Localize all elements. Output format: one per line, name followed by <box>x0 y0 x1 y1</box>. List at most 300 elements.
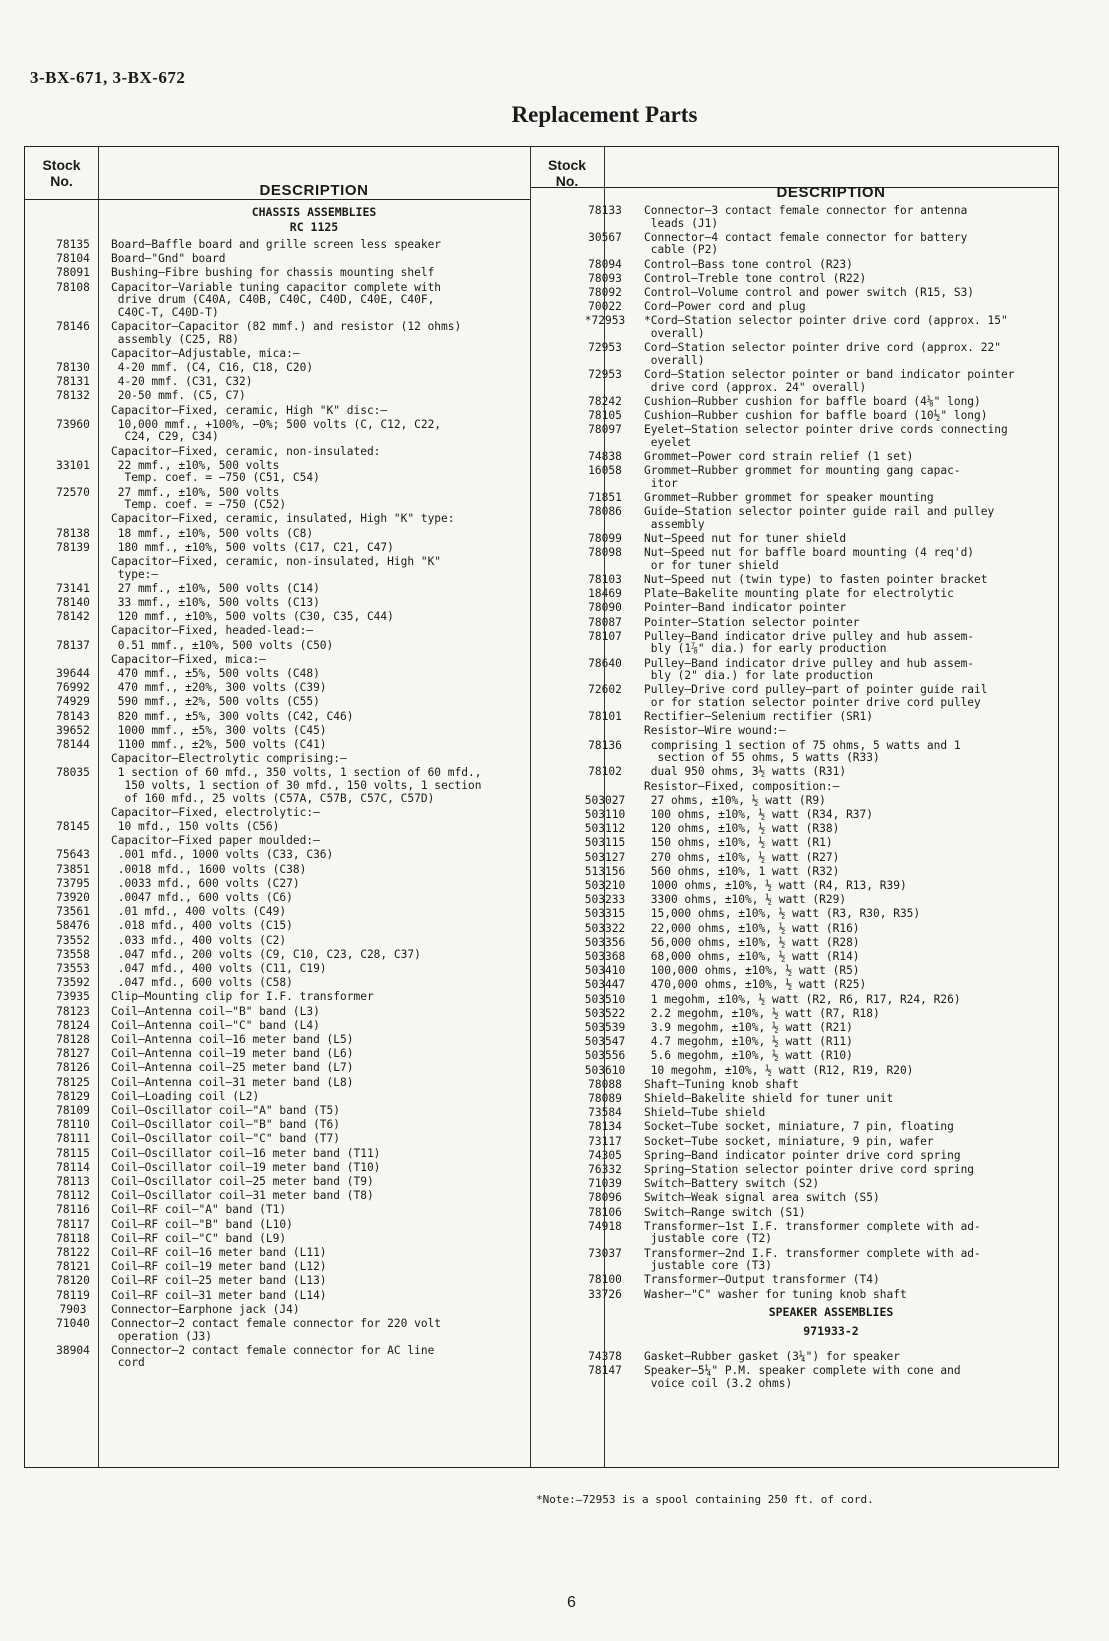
stock-number: 78100 <box>588 1273 622 1287</box>
part-row <box>566 923 1044 936</box>
part-row <box>35 446 503 459</box>
description-header-right: DESCRIPTION <box>776 184 886 201</box>
stock-number: 78113 <box>56 1175 90 1188</box>
stock-number: 78139 <box>56 540 90 554</box>
stock-number: 78124 <box>56 1018 90 1032</box>
part-description: 10 mfd., 150 volts (C56) <box>111 820 280 833</box>
stock-number: 78142 <box>56 610 90 624</box>
stock-number: 78126 <box>56 1061 90 1075</box>
part-description: Capacitor—Capacitor (82 mmf.) and resistor (12 ohms) assembly (C25, R8) <box>111 320 462 346</box>
part-description: Socket—Tube socket, miniature, 9 pin, wafer <box>644 1134 934 1148</box>
stock-number: 73584 <box>588 1106 622 1120</box>
part-description: 33 mmf., ±10%, 500 volts (C13) <box>111 596 320 609</box>
part-description: 590 mmf., ±2%, 500 volts (C55) <box>111 695 320 709</box>
part-description: 5.6 megohm, ±10%, ½ watt (R10) <box>644 1049 853 1063</box>
part-row <box>566 1136 1044 1149</box>
part-description: Coil—RF coil—19 meter band (L12) <box>111 1260 327 1274</box>
stock-number: 78144 <box>56 738 90 751</box>
stock-number: 78093 <box>588 271 622 285</box>
part-description: Coil—Oscillator coil—16 meter band (T11) <box>111 1146 381 1160</box>
part-row <box>35 376 503 389</box>
part-row <box>566 658 1044 683</box>
part-description: 68,000 ohms, ±10%, ½ watt (R14) <box>644 950 860 963</box>
stock-number: 78091 <box>56 266 90 280</box>
part-description: 820 mmf., ±5%, 300 volts (C42, C46) <box>111 709 354 723</box>
stock-number: 78640 <box>588 656 622 670</box>
part-row <box>35 1247 503 1260</box>
part-row <box>35 753 503 766</box>
part-description: Pointer—Station selector pointer <box>644 615 860 629</box>
stock-number: 78102 <box>588 765 622 779</box>
stock-number: 16058 <box>588 464 622 478</box>
part-row <box>35 1219 503 1232</box>
stock-number <box>35 405 111 418</box>
stock-number: 71039 <box>588 1177 622 1191</box>
stock-number: 78116 <box>56 1203 90 1217</box>
part-description: Capacitor—Adjustable, mica:— <box>111 346 300 360</box>
part-row <box>566 506 1044 531</box>
stock-number: 78130 <box>56 361 90 374</box>
part-row <box>35 711 503 724</box>
part-description: Board—Baffle board and grille screen less speaker <box>111 238 442 251</box>
part-description: 10 megohm, ±10%, ½ watt (R12, R19, R20) <box>644 1063 914 1077</box>
part-description: Nut—Speed nut for baffle board mounting (4 req'd) or for tuner shield <box>644 546 975 572</box>
part-description: Coil—RF coil—16 meter band (L11) <box>111 1246 327 1259</box>
part-description: Spring—Station selector pointer drive cord spring <box>644 1163 975 1176</box>
part-description: Capacitor—Fixed, ceramic, non-insulated, High "K" type:— <box>111 555 442 581</box>
stock-number: 78111 <box>56 1132 90 1146</box>
stock-number <box>35 348 111 361</box>
part-row <box>566 711 1044 724</box>
part-description: Eyelet—Station selector pointer drive cords connecting eyelet <box>644 423 1008 449</box>
stock-number <box>35 835 111 848</box>
part-description: Coil—Antenna coil—"B" band (L3) <box>111 1004 320 1018</box>
part-row <box>566 1036 1044 1049</box>
part-row <box>35 1105 503 1118</box>
stock-number: 33726 <box>588 1287 622 1301</box>
part-row <box>566 602 1044 615</box>
stock-number: 503547 <box>584 1035 626 1049</box>
part-row <box>35 1091 503 1104</box>
part-row <box>35 419 503 444</box>
stock-number: 78101 <box>588 710 622 724</box>
part-row <box>566 1192 1044 1205</box>
part-row <box>566 287 1044 300</box>
part-description: Cushion—Rubber cushion for baffle board (10½" long) <box>644 409 988 422</box>
part-description: Pulley—Band indicator drive pulley and hub assem- bly (2" dia.) for late production <box>644 656 975 683</box>
parts-table <box>24 146 1059 1468</box>
part-row <box>566 866 1044 879</box>
part-description: Connector—4 contact female connector for battery cable (P2) <box>644 230 968 257</box>
part-description: Shield—Bakelite shield for tuner unit <box>644 1092 894 1105</box>
part-description: Plate—Bakelite mounting plate for electrolytic <box>644 587 954 601</box>
part-row <box>35 835 503 848</box>
part-description: Connector—3 contact female connector for antenna leads (J1) <box>644 204 968 230</box>
stock-number: 76332 <box>588 1163 622 1176</box>
part-row <box>566 795 1044 808</box>
part-row <box>566 301 1044 314</box>
stock-number: 72570 <box>56 485 90 499</box>
part-row <box>566 232 1044 257</box>
part-row <box>35 682 503 695</box>
part-row <box>566 908 1044 921</box>
part-row <box>35 821 503 834</box>
part-description: 10,000 mmf., +100%, −0%; 500 volts (C, C12, C22, C24, C29, C34) <box>117 417 442 444</box>
stock-number: 78112 <box>56 1189 90 1203</box>
part-row <box>566 396 1044 409</box>
part-row <box>35 611 503 624</box>
part-row <box>566 823 1044 836</box>
part-description: 470 mmf., ±20%, 300 volts (C39) <box>111 681 327 695</box>
part-description: Coil—Oscillator coil—19 meter band (T10) <box>111 1160 381 1174</box>
part-description: Capacitor—Electrolytic comprising:— <box>111 752 347 766</box>
stock-number: 78131 <box>56 375 90 389</box>
part-row <box>566 492 1044 505</box>
part-description: 4-20 mmf. (C4, C16, C18, C20) <box>111 361 314 374</box>
stock-number: 72953 <box>588 368 622 381</box>
part-row <box>35 1062 503 1075</box>
stock-number: 73920 <box>56 891 90 904</box>
part-row <box>566 369 1044 394</box>
part-description: Shaft—Tuning knob shaft <box>644 1077 799 1091</box>
part-description: Nut—Speed nut for tuner shield <box>644 532 847 545</box>
part-row <box>566 1022 1044 1035</box>
part-description: Coil—Oscillator coil—31 meter band (T8) <box>111 1189 374 1203</box>
stock-number: 78110 <box>56 1118 90 1132</box>
stock-number: 78114 <box>56 1160 90 1174</box>
part-description: Grommet—Power cord strain relief (1 set) <box>644 450 914 463</box>
part-row <box>566 880 1044 893</box>
part-description: Clip—Mounting clip for I.F. transformer <box>111 990 374 1004</box>
part-description: Coil—RF coil—31 meter band (L14) <box>111 1288 327 1302</box>
part-description: Washer—"C" washer for tuning knob shaft <box>644 1287 907 1301</box>
stock-number <box>35 807 111 820</box>
stock-number: 78089 <box>588 1092 622 1105</box>
stock-number: 78106 <box>588 1205 622 1219</box>
part-description: Coil—Antenna coil—16 meter band (L5) <box>111 1033 354 1046</box>
stock-number: 76992 <box>56 681 90 695</box>
part-row <box>566 1365 1044 1390</box>
part-description: 56,000 ohms, ±10%, ½ watt (R28) <box>644 935 860 949</box>
part-description: 4-20 mmf. (C31, C32) <box>111 375 253 389</box>
part-row <box>566 937 1044 950</box>
stock-number: 78125 <box>56 1075 90 1089</box>
part-row <box>566 1121 1044 1134</box>
part-row <box>35 556 503 581</box>
stock-number: 503510 <box>584 992 626 1006</box>
stock-number: 39652 <box>56 723 90 737</box>
stock-number <box>35 625 111 638</box>
part-description: Pulley—Drive cord pulley—part of pointer guide rail or for station selector pointer drive cord pulley <box>644 683 988 709</box>
part-description: .018 mfd., 400 volts (C15) <box>111 919 293 933</box>
part-description: Resistor—Wire wound:— <box>644 724 786 738</box>
stock-number: 74929 <box>56 695 90 709</box>
stock-number: 72953 <box>588 341 622 355</box>
stock-number: 78088 <box>588 1077 622 1091</box>
part-row <box>566 205 1044 230</box>
part-row <box>35 460 503 485</box>
part-row <box>35 487 503 512</box>
stock-number: 503210 <box>584 879 626 892</box>
part-row <box>566 1178 1044 1191</box>
stock-number: 78087 <box>588 615 622 629</box>
stock-number: 503368 <box>584 950 626 963</box>
part-description: .047 mfd., 400 volts (C11, C19) <box>111 962 327 975</box>
part-row <box>566 766 1044 779</box>
part-description: Coil—Oscillator coil—"A" band (T5) <box>111 1104 341 1117</box>
part-row <box>566 951 1044 964</box>
part-description: Coil—RF coil—25 meter band (L13) <box>111 1274 327 1288</box>
stock-number: 78135 <box>56 238 90 251</box>
stock-number: 71040 <box>56 1317 90 1330</box>
stock-number: 73558 <box>56 947 90 961</box>
stock-number: 73960 <box>56 417 90 431</box>
part-description: 0.51 mmf., ±10%, 500 volts (C50) <box>111 638 334 652</box>
part-row <box>35 1133 503 1146</box>
stock-number: 70022 <box>588 300 622 314</box>
stock-number: 78140 <box>56 596 90 609</box>
stock-number: *72953 <box>584 314 626 328</box>
part-row <box>35 513 503 526</box>
stock-number: 78122 <box>56 1246 90 1259</box>
stock-number: 78090 <box>588 601 622 615</box>
part-row <box>35 654 503 667</box>
part-description: .0018 mfd., 1600 volts (C38) <box>111 862 307 876</box>
part-description: Guide—Station selector pointer guide rail and pulley assembly <box>644 505 995 531</box>
part-description: Control—Bass tone control (R23) <box>644 257 853 271</box>
part-row <box>566 547 1044 572</box>
part-row <box>566 852 1044 865</box>
part-description: 120 mmf., ±10%, 500 volts (C30, C35, C44) <box>111 610 394 624</box>
part-description: 20-50 mmf. (C5, C7) <box>111 389 246 403</box>
part-description: 1000 ohms, ±10%, ½ watt (R4, R13, R39) <box>644 879 907 892</box>
part-row <box>566 1221 1044 1246</box>
part-row <box>566 781 1044 794</box>
part-description: dual 950 ohms, 3½ watts (R31) <box>644 765 847 779</box>
stock-number <box>35 556 111 581</box>
part-row <box>35 282 503 320</box>
part-description: Shield—Tube shield <box>644 1106 766 1120</box>
stock-number: 78086 <box>588 505 622 519</box>
part-description: Switch—Range switch (S1) <box>644 1205 806 1219</box>
part-row <box>35 1176 503 1189</box>
part-description: 470,000 ohms, ±10%, ½ watt (R25) <box>644 978 867 992</box>
part-description: Capacitor—Fixed, mica:— <box>111 652 266 666</box>
stock-number: 78115 <box>56 1146 90 1160</box>
stock-number: 78098 <box>588 546 622 560</box>
part-row <box>566 1351 1044 1364</box>
stock-number <box>566 725 644 738</box>
part-row <box>35 807 503 820</box>
part-row <box>35 321 503 346</box>
part-row <box>566 965 1044 978</box>
part-row <box>566 1065 1044 1078</box>
part-description: 1 section of 60 mfd., 350 volts, 1 section of 60 mfd., 150 volts, 1 section of 30 mfd., 150 volts, 1 section of 160 mfd., 25 volts (C57A, C57B, C57C, C57D) <box>117 766 482 805</box>
part-description: Coil—Loading coil (L2) <box>111 1089 260 1103</box>
stock-number: 503610 <box>584 1063 626 1077</box>
part-description: 1100 mmf., ±2%, 500 volts (C41) <box>111 738 327 751</box>
part-row <box>35 864 503 877</box>
stock-number: 74838 <box>588 450 622 463</box>
part-row <box>566 315 1044 340</box>
part-description: 150 ohms, ±10%, ½ watt (R1) <box>644 836 833 850</box>
part-description: Coil—Antenna coil—31 meter band (L8) <box>111 1075 354 1089</box>
part-description: Rectifier—Selenium rectifier (SR1) <box>644 710 874 724</box>
part-description: Grommet—Rubber grommet for mounting gang capac- itor <box>644 464 961 490</box>
stock-number: 78127 <box>56 1047 90 1061</box>
speaker-section-title: SPEAKER ASSEMBLIES <box>768 1305 894 1319</box>
stock-number: 58476 <box>56 919 90 933</box>
stock-number: 503027 <box>584 793 626 807</box>
stock-number: 78242 <box>588 394 622 408</box>
part-description: Resistor—Fixed, composition:— <box>644 779 840 793</box>
stock-number: 78143 <box>56 709 90 723</box>
part-description: 560 ohms, ±10%, 1 watt (R32) <box>644 864 840 878</box>
part-description: Nut—Speed nut (twin type) to fasten pointer bracket <box>644 573 988 586</box>
stock-number: 73552 <box>56 933 90 947</box>
part-row <box>566 259 1044 272</box>
part-description: 2.2 megohm, ±10%, ½ watt (R7, R18) <box>644 1006 880 1020</box>
stock-number: 503127 <box>584 850 626 864</box>
stock-number <box>35 446 111 459</box>
stock-number: 503115 <box>584 836 626 850</box>
part-row <box>566 684 1044 709</box>
part-row <box>35 1020 503 1033</box>
part-row <box>35 1006 503 1019</box>
part-row <box>35 528 503 541</box>
stock-number: 78129 <box>56 1089 90 1103</box>
part-description: .0047 mfd., 600 volts (C6) <box>111 891 293 904</box>
part-description: Capacitor—Fixed paper moulded:— <box>111 834 320 848</box>
stock-number: 78117 <box>56 1217 90 1231</box>
part-description: Pulley—Band indicator drive pulley and hub assem- bly (1⅞" dia.) for early production <box>644 629 975 656</box>
part-row <box>566 1248 1044 1273</box>
part-description: Coil—Antenna coil—"C" band (L4) <box>111 1018 320 1032</box>
stock-number: 73553 <box>56 962 90 975</box>
part-row <box>566 574 1044 587</box>
part-description: 4.7 megohm, ±10%, ½ watt (R11) <box>644 1035 853 1049</box>
part-row <box>566 1274 1044 1287</box>
part-description: Transformer—Output transformer (T4) <box>644 1273 880 1287</box>
page-title: Replacement Parts <box>511 102 698 127</box>
stock-number: 78121 <box>56 1260 90 1274</box>
stock-number: 513156 <box>584 864 626 878</box>
part-description: Speaker—5¼" P.M. speaker complete with cone and voice coil (3.2 ohms) <box>644 1364 961 1390</box>
stock-number: 503112 <box>584 822 626 836</box>
stock-number: 73795 <box>56 876 90 890</box>
stock-header-left: Stock No. <box>42 157 81 189</box>
part-description: 1000 mmf., ±5%, 300 volts (C45) <box>111 723 327 737</box>
part-description: .033 mfd., 400 volts (C2) <box>111 933 287 947</box>
part-row <box>566 979 1044 992</box>
part-row <box>566 994 1044 1007</box>
stock-number: 78107 <box>588 629 622 643</box>
stock-number: 78137 <box>56 638 90 652</box>
part-row <box>566 533 1044 546</box>
part-row <box>35 1275 503 1288</box>
part-row <box>566 894 1044 907</box>
stock-number: 503110 <box>584 808 626 821</box>
part-description: Coil—Oscillator coil—"B" band (T6) <box>111 1118 341 1132</box>
stock-number: 74378 <box>588 1350 622 1363</box>
stock-number: 78123 <box>56 1004 90 1018</box>
part-row <box>566 273 1044 286</box>
part-description: Capacitor—Fixed, ceramic, non-insulated: <box>111 444 381 458</box>
part-row <box>35 1290 503 1303</box>
part-row <box>35 920 503 933</box>
part-row <box>566 1107 1044 1120</box>
page-number: 6 <box>567 1594 576 1611</box>
stock-number: 78120 <box>56 1274 90 1288</box>
part-row <box>35 1304 503 1317</box>
part-description: 3.9 megohm, ±10%, ½ watt (R21) <box>644 1021 853 1034</box>
part-description: Capacitor—Fixed, ceramic, insulated, High "K" type: <box>111 512 455 526</box>
part-row <box>35 1034 503 1047</box>
part-description: Switch—Weak signal area switch (S5) <box>644 1191 880 1205</box>
part-description: Switch—Battery switch (S2) <box>644 1177 820 1191</box>
stock-number: 78132 <box>56 389 90 403</box>
part-row <box>35 1318 503 1343</box>
part-row <box>566 837 1044 850</box>
part-row <box>35 583 503 596</box>
stock-number: 74918 <box>588 1219 622 1233</box>
part-description: Connector—2 contact female connector for AC line cord <box>111 1343 435 1370</box>
part-row <box>35 542 503 555</box>
speaker-section-sub: 971933-2 <box>803 1324 859 1338</box>
part-description: Connector—2 contact female connector for 220 volt operation (J3) <box>111 1317 442 1343</box>
stock-number: 78128 <box>56 1033 90 1046</box>
stock-number: 18469 <box>588 587 622 601</box>
part-description: Cord—Station selector pointer drive cord (approx. 22" overall) <box>644 341 1001 367</box>
stock-number: 78118 <box>56 1231 90 1245</box>
part-row <box>35 1190 503 1203</box>
part-description: Capacitor—Variable tuning capacitor complete with drive drum (C40A, C40B, C40C, C40D, C40E, C40F, C40C-T, C40D-T) <box>111 280 442 319</box>
part-row <box>35 1233 503 1246</box>
stock-number: 78097 <box>588 423 622 437</box>
part-row <box>35 239 503 252</box>
part-description: Control—Volume control and power switch (R15, S3) <box>644 286 975 299</box>
part-row <box>35 892 503 905</box>
part-description: 1 megohm, ±10%, ½ watt (R2, R6, R17, R24, R26) <box>644 992 961 1006</box>
stock-number: 503556 <box>584 1049 626 1063</box>
part-description: 470 mmf., ±5%, 500 volts (C48) <box>111 667 320 680</box>
part-row <box>566 1050 1044 1063</box>
part-description: Coil—Oscillator coil—"C" band (T7) <box>111 1132 341 1146</box>
stock-number: 503322 <box>584 921 626 935</box>
stock-number: 78133 <box>588 204 622 217</box>
part-row <box>35 348 503 361</box>
part-description: Socket—Tube socket, miniature, 7 pin, floating <box>644 1120 954 1134</box>
part-row <box>35 668 503 681</box>
stock-number <box>566 781 644 794</box>
footnote: *Note:—72953 is a spool containing 250 ft. of cord. <box>536 1493 874 1506</box>
part-description: Gasket—Rubber gasket (3¼") for speaker <box>644 1350 900 1363</box>
part-description: Cord—Power cord and plug <box>644 300 806 314</box>
stock-number: 78109 <box>56 1104 90 1117</box>
part-row <box>35 267 503 280</box>
part-row <box>566 740 1044 765</box>
part-description: Spring—Band indicator pointer drive cord spring <box>644 1148 961 1162</box>
stock-number: 38904 <box>56 1343 90 1357</box>
stock-number: 30567 <box>588 230 622 244</box>
part-description: Coil—RF coil—"B" band (L10) <box>111 1217 293 1231</box>
part-row <box>35 949 503 962</box>
part-description: Connector—Earphone jack (J4) <box>111 1302 300 1316</box>
part-description: 18 mmf., ±10%, 500 volts (C8) <box>111 526 314 540</box>
stock-number: 78108 <box>56 280 90 294</box>
stock-number: 78145 <box>56 820 90 833</box>
part-description: Coil—RF coil—"A" band (T1) <box>111 1203 287 1217</box>
